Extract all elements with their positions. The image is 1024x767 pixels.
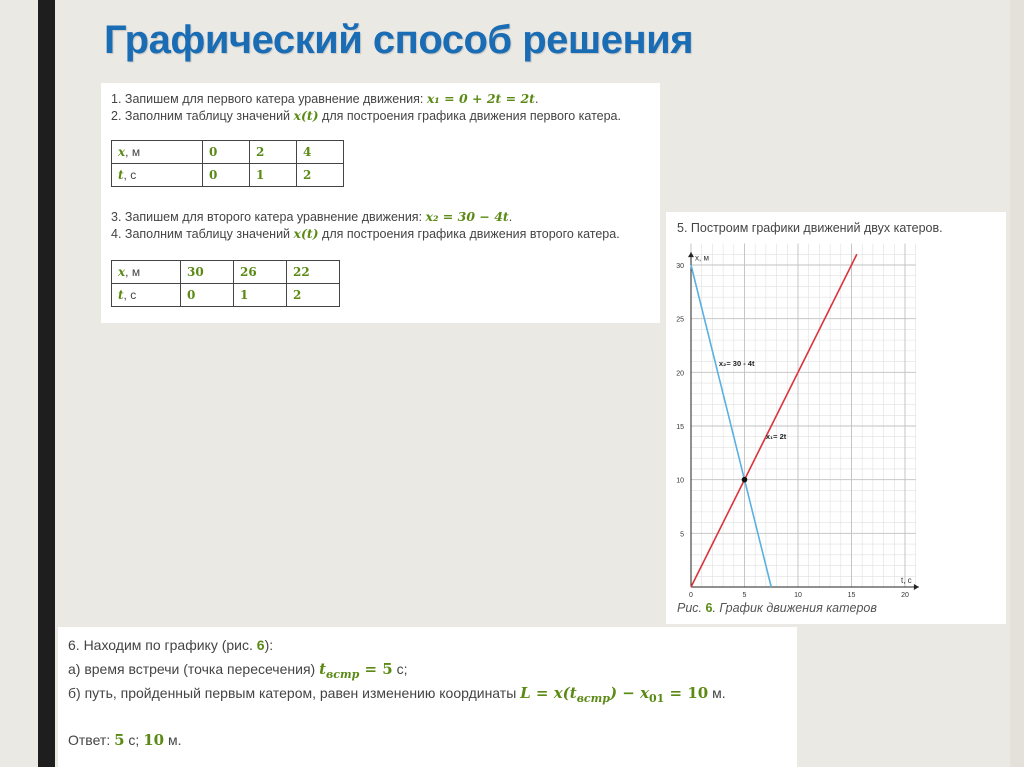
- unit: , м: [125, 265, 141, 279]
- step-3-text: 3. Запишем для второго катера уравнение движения:: [111, 210, 426, 224]
- series-label-2: x₂= 30 - 4t: [718, 358, 755, 368]
- table-label-x: [112, 261, 181, 284]
- answer-label: Ответ:: [68, 732, 115, 748]
- y-axis-label: x, м: [695, 253, 709, 263]
- answer-distance: 10: [143, 731, 165, 749]
- unit: с;: [124, 732, 144, 748]
- table-row: [112, 284, 340, 307]
- var-t: t: [118, 288, 124, 302]
- step-4: [111, 226, 620, 241]
- unit: , м: [125, 145, 141, 159]
- intersection-point: [742, 477, 748, 483]
- step-1-formula: x₁ = 0 + 2t = 2t: [426, 91, 535, 106]
- step-6-line-1: [68, 637, 273, 653]
- subscript: встр: [326, 667, 360, 681]
- step-6-line-2: [68, 660, 408, 681]
- table-label-t: [112, 284, 181, 307]
- slide-title: Графический способ решения: [104, 18, 694, 62]
- x-axis-arrow: [914, 584, 919, 590]
- step-6-line-3: [68, 684, 726, 705]
- x-tick-label: 15: [847, 592, 856, 599]
- table-label-t: [112, 164, 203, 187]
- caption-text: . График движения катеров: [712, 601, 877, 615]
- table-row: [112, 164, 344, 187]
- motion-chart: [666, 212, 1006, 602]
- chart-card: [666, 212, 1006, 624]
- y-axis-arrow: [688, 252, 694, 257]
- step-4-formula: x(t): [293, 226, 319, 241]
- var-t: t: [118, 168, 124, 182]
- series-label-1: x₁= 2t: [765, 431, 787, 441]
- distance-text: б) путь, пройденный первым катером, равен изменению координаты: [68, 685, 521, 701]
- y-tick-label: 10: [676, 477, 684, 485]
- step-5: 5. Построим графики движений двух катеров.: [677, 221, 943, 235]
- unit: с;: [392, 661, 408, 677]
- y-tick-label: 25: [676, 316, 684, 324]
- x-tick-label: 5: [742, 592, 747, 599]
- step-3: [111, 209, 512, 224]
- answer-line: [68, 731, 182, 749]
- unit: , с: [123, 168, 137, 182]
- table-row: [112, 261, 340, 284]
- table-second-boat: [111, 260, 340, 307]
- step-6-text: 6. Находим по графику (рис.: [68, 637, 257, 653]
- y-tick-label: 5: [680, 531, 684, 539]
- step-4-text-end: для построения графика движения второго катера.: [318, 227, 620, 241]
- table-cell: 2: [287, 284, 340, 307]
- caption-prefix: Рис.: [677, 601, 706, 615]
- subscript: 01: [649, 691, 665, 705]
- step-2-text-end: для построения графика движения первого катера.: [318, 109, 621, 123]
- table-row: [112, 141, 344, 164]
- subscript: встр: [576, 691, 610, 705]
- table-cell: 4: [297, 141, 344, 164]
- table-cell: 1: [250, 164, 297, 187]
- step-3-end: .: [508, 210, 513, 224]
- table-first-boat: [111, 140, 344, 187]
- step-2-text: 2. Заполним таблицу значений: [111, 109, 294, 123]
- y-tick-label: 15: [676, 424, 684, 431]
- table-cell: 30: [181, 261, 234, 284]
- var-x: x: [118, 265, 126, 279]
- figure-ref: 6: [256, 637, 265, 653]
- table-cell: 22: [287, 261, 340, 284]
- step-1: [111, 91, 538, 106]
- step-3-formula: x₂ = 30 − 4t: [425, 209, 509, 224]
- table-label-x: [112, 141, 203, 164]
- x-axis-label: t, с: [901, 576, 912, 585]
- equations-card: [101, 83, 660, 323]
- x-tick-label: 20: [901, 592, 909, 599]
- table-cell: 0: [203, 141, 250, 164]
- table-cell: 1: [234, 284, 287, 307]
- y-tick-label: 30: [676, 263, 684, 270]
- slide-right-strip: [1010, 0, 1024, 767]
- x-tick-label: 10: [794, 592, 802, 599]
- unit: м.: [708, 685, 726, 701]
- step-1-text: 1. Запишем для первого катера уравнение движения:: [111, 92, 427, 106]
- answer-time: 5: [114, 731, 125, 749]
- meeting-time-value: = 5: [359, 660, 393, 678]
- step-6-text-end: ):: [264, 637, 274, 653]
- step-2-formula: x(t): [293, 108, 319, 123]
- table-cell: 2: [297, 164, 344, 187]
- slide-left-bar: [38, 0, 55, 767]
- figure-caption: [677, 601, 877, 615]
- table-cell: 0: [203, 164, 250, 187]
- step-4-text: 4. Заполним таблицу значений: [111, 227, 294, 241]
- table-cell: 0: [181, 284, 234, 307]
- var-x: x: [118, 145, 126, 159]
- var-t: t: [319, 660, 327, 678]
- answer-card: [58, 627, 797, 767]
- table-cell: 2: [250, 141, 297, 164]
- series-line-1: [691, 254, 857, 587]
- unit: м.: [164, 732, 182, 748]
- unit: , с: [123, 288, 137, 302]
- caption-number: 6: [705, 601, 713, 615]
- distance-formula: L = x(t: [520, 684, 577, 702]
- table-cell: 26: [234, 261, 287, 284]
- distance-value: = 10: [664, 684, 709, 702]
- step-1-end: .: [534, 92, 539, 106]
- x-tick-label: 0: [689, 592, 693, 599]
- meeting-time-text: а) время встречи (точка пересечения): [68, 661, 320, 677]
- y-tick-label: 20: [676, 370, 684, 378]
- step-2: [111, 108, 621, 123]
- distance-formula-part: ) − x: [609, 684, 650, 702]
